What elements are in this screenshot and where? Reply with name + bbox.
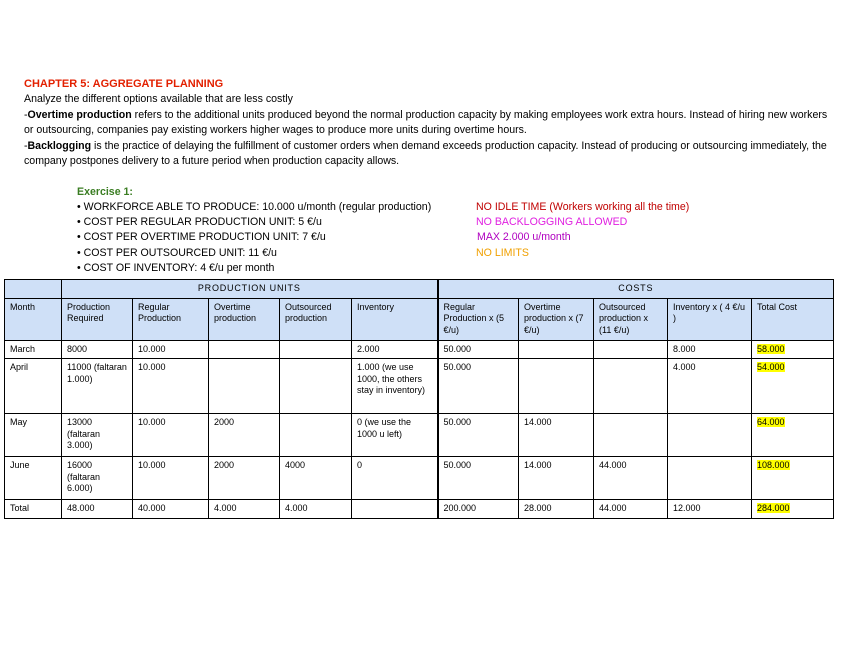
table-cell [594, 340, 668, 359]
table-cell: 50.000 [438, 457, 519, 500]
table-cell: 50.000 [438, 414, 519, 457]
table-cell [209, 359, 280, 414]
table-row-total [5, 500, 834, 519]
table-row-march [5, 340, 834, 359]
highlighted-total: 64.000 [757, 417, 785, 427]
table-cell: 11000 (faltaran 1.000) [62, 359, 133, 414]
table-cell: 48.000 [62, 500, 133, 519]
column-header: Regular Production [133, 298, 209, 340]
table-cell: 0 [352, 457, 438, 500]
table-cell [519, 340, 594, 359]
intro-text: Analyze the different options available that are less costly [24, 93, 293, 105]
backlogging-term: Backlogging [27, 139, 92, 152]
group-header-row [5, 280, 834, 299]
table-cell [280, 359, 352, 414]
exercise-block [77, 185, 837, 276]
overtime-text: refers to the additional units produced beyond the normal production capacity by making employees work extra hours. Instead of hiring new workers or outsourcing, companies pay existing workers higher wages to produce more units during overtime hours. [24, 108, 828, 136]
bullet-inventory-cost [77, 261, 837, 276]
table-cell [280, 340, 352, 359]
table-row-june [5, 457, 834, 500]
highlighted-total: 284.000 [757, 503, 790, 513]
table-cell: 10.000 [133, 414, 209, 457]
table-cell: 4.000 [280, 500, 352, 519]
bullet-overtime-cost [77, 230, 837, 245]
overtime-paragraph [24, 108, 836, 139]
table-cell [352, 500, 438, 519]
table-cell: 8000 [62, 340, 133, 359]
highlighted-total: 108.000 [757, 460, 790, 470]
bullet-outsourced-cost [77, 246, 837, 261]
bullet-note: NO BACKLOGGING ALLOWED [476, 216, 628, 229]
column-header: Outsourced production x (11 €/u) [594, 298, 668, 340]
table-cell [594, 359, 668, 414]
costs-header: COSTS [438, 280, 834, 299]
total-cost-cell [752, 414, 834, 457]
table-cell: 44.000 [594, 500, 668, 519]
table-cell: 28.000 [519, 500, 594, 519]
production-units-header: PRODUCTION UNITS [62, 280, 438, 299]
table-cell: May [5, 414, 62, 457]
table-cell: 4000 [280, 457, 352, 500]
highlighted-total: 54.000 [757, 362, 785, 372]
overtime-term: Overtime production [27, 108, 132, 121]
table-cell: 16000 (faltaran 6.000) [62, 457, 133, 500]
total-cost-cell [752, 359, 834, 414]
table-cell: 12.000 [668, 500, 752, 519]
bullet-note: MAX 2.000 u/month [477, 231, 571, 244]
table-cell: March [5, 340, 62, 359]
column-header: Inventory [352, 298, 438, 340]
overtime-prefix: - [24, 108, 28, 121]
highlighted-total: 58.000 [757, 343, 785, 354]
table-cell: 1.000 (we use 1000, the others stay in inventory) [352, 359, 438, 414]
table-cell: 10.000 [133, 340, 209, 359]
column-header: Month [5, 298, 62, 340]
document-body [24, 77, 836, 170]
table-cell: 50.000 [438, 340, 519, 359]
table-cell: Total [5, 500, 62, 519]
backlogging-text: is the practice of delaying the fulfillment of customer orders when demand exceeds production capacity. Instead of producing or outsourcing immediately, the company postpones delivery to a future period when production capacity allows. [24, 139, 827, 167]
bullet-note: NO LIMITS [476, 246, 529, 259]
table-cell: 0 (we use the 1000 u left) [352, 414, 438, 457]
table-row-april [5, 359, 834, 414]
table-cell [209, 340, 280, 359]
column-header: Outsourced production [280, 298, 352, 340]
bullet-text: • WORKFORCE ABLE TO PRODUCE: 10.000 u/month (regular production) [77, 201, 432, 213]
table-cell: 44.000 [594, 457, 668, 500]
table-row-may [5, 414, 834, 457]
table-cell: 200.000 [438, 500, 519, 519]
table-cell [594, 414, 668, 457]
column-header: Regular Production x (5 €/u) [438, 298, 519, 340]
table-cell: June [5, 457, 62, 500]
chapter-title: CHAPTER 5: AGGREGATE PLANNING [24, 78, 224, 90]
table-cell: 50.000 [438, 359, 519, 414]
column-header: Inventory x ( 4 €/u ) [668, 298, 752, 340]
exercise-title: Exercise 1: [77, 186, 133, 198]
table-cell: April [5, 359, 62, 414]
table-cell: 2000 [209, 414, 280, 457]
aggregate-planning-table [4, 279, 834, 519]
table-cell: 4.000 [209, 500, 280, 519]
table-cell [280, 414, 352, 457]
table-cell: 13000 (faltaran 3.000) [62, 414, 133, 457]
column-header: Production Required [62, 298, 133, 340]
table-cell: 10.000 [133, 359, 209, 414]
table-cell: 8.000 [668, 340, 752, 359]
table-cell: 2000 [209, 457, 280, 500]
bullet-workforce [77, 200, 837, 215]
table-cell: 14.000 [519, 414, 594, 457]
table-cell [668, 457, 752, 500]
total-cost-cell [752, 340, 834, 359]
table-cell: 2.000 [352, 340, 438, 359]
bullet-text: • COST OF INVENTORY: 4 €/u per month [77, 261, 275, 274]
backlogging-prefix: - [24, 139, 28, 152]
bullet-note: NO IDLE TIME (Workers working all the time) [476, 201, 690, 213]
total-cost-cell [752, 457, 834, 500]
table-cell [519, 359, 594, 414]
bullet-regular-cost [77, 215, 837, 230]
backlogging-paragraph [24, 139, 836, 170]
column-header-row [5, 298, 834, 340]
bullet-text: • COST PER REGULAR PRODUCTION UNIT: 5 €/u [77, 216, 322, 229]
bullet-text: • COST PER OVERTIME PRODUCTION UNIT: 7 €/u [77, 231, 326, 244]
total-cost-cell [752, 500, 834, 519]
blank-header-cell [5, 280, 62, 299]
table-cell [668, 414, 752, 457]
column-header: Overtime production x (7 €/u) [519, 298, 594, 340]
table-cell: 14.000 [519, 457, 594, 500]
table-cell: 4.000 [668, 359, 752, 414]
column-header: Overtime production [209, 298, 280, 340]
bullet-text: • COST PER OUTSOURCED UNIT: 11 €/u [77, 246, 277, 259]
table-cell: 10.000 [133, 457, 209, 500]
column-header: Total Cost [752, 298, 834, 340]
table-cell: 40.000 [133, 500, 209, 519]
